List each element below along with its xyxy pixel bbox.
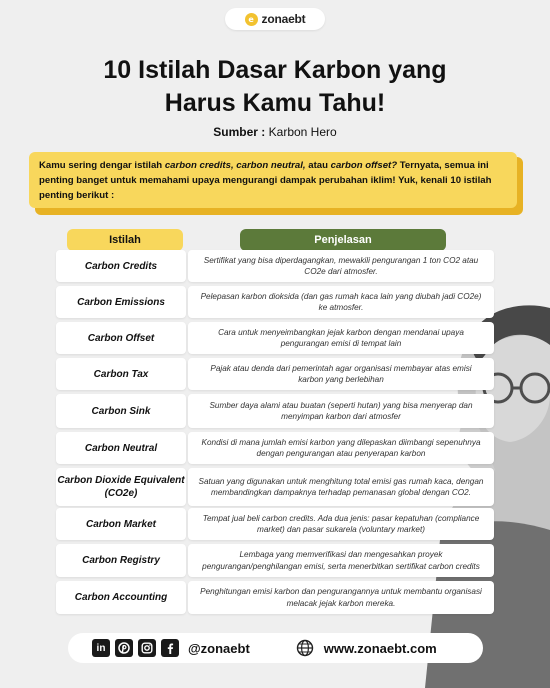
footer-bar: [68, 633, 483, 663]
description-cell: Lembaga yang memverifikasi dan mengesahkan proyek pengurangan/penghilangan emisi, serta menerbitkan sertifikat carbon credits: [188, 544, 494, 577]
brand-logo: [225, 8, 325, 30]
term-cell: Carbon Market: [56, 508, 186, 540]
title-line-2: Harus Kamu Tahu!: [164, 89, 386, 117]
table-row: [56, 394, 494, 428]
source-line: [0, 125, 550, 139]
page-title: [0, 54, 550, 120]
description-cell: Sertifikat yang bisa diperdagangkan, mewakili pengurangan 1 ton CO2 atau CO2e dari atmosfer.: [188, 250, 494, 282]
term-cell: Carbon Dioxide Equivalent (CO2e): [56, 468, 186, 506]
callout-text-3: Ternyata, semua ini penting banget untuk memahami upaya mengurangi dampak perubahan iklim! Yuk, kenali 10 istilah penting berikut :: [39, 160, 492, 201]
table-row: [56, 468, 494, 506]
callout-text-2: atau: [305, 160, 331, 171]
term-cell: Carbon Emissions: [56, 286, 186, 318]
table-row: [56, 508, 494, 540]
term-cell: Carbon Sink: [56, 394, 186, 428]
intro-callout: [29, 152, 517, 208]
description-cell: Satuan yang digunakan untuk menghitung total emisi gas rumah kaca, dengan membandingkan dampaknya terhadap pemanasan global dengan CO2.: [188, 468, 494, 506]
source-label: Sumber :: [213, 125, 266, 139]
header-term: Istilah: [67, 229, 183, 251]
table-row: [56, 358, 494, 390]
term-cell: Carbon Tax: [56, 358, 186, 390]
term-cell: Carbon Registry: [56, 544, 186, 577]
term-cell: Carbon Credits: [56, 250, 186, 282]
term-cell: Carbon Offset: [56, 322, 186, 354]
description-cell: Pelepasan karbon dioksida (dan gas rumah kaca lain yang diubah jadi CO2e) ke atmosfer.: [188, 286, 494, 318]
title-line-1: 10 Istilah Dasar Karbon yang: [103, 56, 447, 84]
linkedin-icon[interactable]: in: [92, 639, 110, 657]
instagram-icon[interactable]: [138, 639, 156, 657]
table-row: [56, 322, 494, 354]
table-row: [56, 581, 494, 614]
pinterest-icon[interactable]: [115, 639, 133, 657]
description-cell: Cara untuk menyeimbangkan jejak karbon dengan mendanai upaya pengurangan emisi di tempat lain: [188, 322, 494, 354]
source-value: Karbon Hero: [268, 125, 337, 139]
table-row: [56, 432, 494, 464]
table-row: [56, 544, 494, 577]
website-link[interactable]: www.zonaebt.com: [323, 640, 437, 656]
description-cell: Tempat jual beli carbon credits. Ada dua jenis: pasar kepatuhan (compliance market) dan pasar sukarela (voluntary market): [188, 508, 494, 540]
callout-em-2: carbon offset?: [330, 160, 398, 171]
table-row: [56, 286, 494, 318]
description-cell: Pajak atau denda dari pemerintah agar organisasi membayar atas emisi karbon yang berlebihan: [188, 358, 494, 390]
description-cell: Penghitungan emisi karbon dan pengurangannya untuk membantu organisasi melacak jejak karbon mereka.: [188, 581, 494, 614]
term-cell: Carbon Neutral: [56, 432, 186, 464]
description-cell: Kondisi di mana jumlah emisi karbon yang dilepaskan diimbangi sepenuhnya dengan pengurangan atau penyerapan karbon: [188, 432, 494, 464]
term-cell: Carbon Accounting: [56, 581, 186, 614]
callout-text-1: Kamu sering dengar istilah: [39, 160, 165, 171]
callout-em-1: carbon credits, carbon neutral,: [164, 160, 306, 171]
social-handle[interactable]: @zonaebt: [188, 640, 250, 656]
header-description: Penjelasan: [240, 229, 446, 251]
table-row: [56, 250, 494, 282]
brand-name: zonaebt: [261, 12, 306, 26]
facebook-icon[interactable]: [161, 639, 179, 657]
globe-icon: [296, 639, 314, 657]
leaf-logo-icon: e: [245, 13, 258, 26]
description-cell: Sumber daya alami atau buatan (seperti hutan) yang bisa menyerap dan menyimpan karbon dari atmosfer: [188, 394, 494, 428]
